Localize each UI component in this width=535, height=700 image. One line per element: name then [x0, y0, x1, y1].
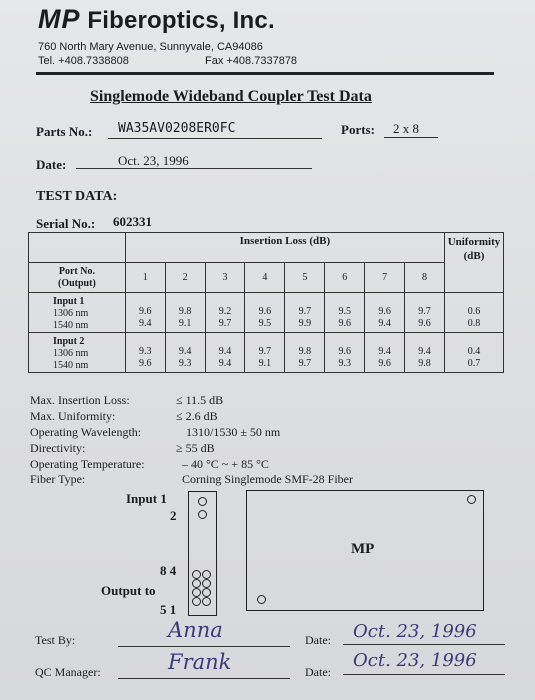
date-value: Oct. 23, 1996 [118, 153, 189, 168]
insertion-loss-header: Insertion Loss (dB) [125, 233, 444, 263]
port-header: 3 [205, 263, 245, 293]
wavelength-label: 1306 nm [53, 308, 89, 319]
port-hole [192, 570, 201, 579]
value-cell [405, 293, 445, 333]
coupler-housing [246, 490, 484, 611]
company-address: 760 North Mary Avenue, Sunnyvale, CA94086 [38, 41, 263, 53]
value-cell [165, 293, 205, 333]
input-1-label-cell [29, 293, 126, 333]
parts-no-value: WA35AV0208ER0FC [118, 121, 236, 136]
input-name: Input 2 [53, 336, 85, 347]
uniformity-unit: (dB) [463, 250, 485, 262]
qc-manager-signature: Frank [168, 650, 232, 674]
test-date-underline [343, 644, 505, 645]
diagram-output-bottom-label: 5 1 [160, 602, 177, 617]
spec-value: Corning Singlemode SMF-28 Fiber [182, 472, 354, 486]
uniformity-value: 0.8 [467, 318, 481, 329]
spec-label: Directivity: [30, 441, 86, 455]
value-cell [165, 333, 205, 373]
spec-value: ≥ 55 dB [176, 441, 215, 455]
test-data-label: TEST DATA: [36, 189, 118, 204]
uniformity-value: 0.6 [467, 306, 481, 317]
loss-value: 9.6 [338, 318, 351, 329]
loss-value: 9.1 [178, 318, 192, 329]
uniformity-value: 0.7 [467, 358, 481, 369]
input-name: Input 1 [53, 296, 85, 307]
output-label: (Output) [58, 277, 96, 289]
ports-label: Ports: [341, 122, 375, 137]
loss-value: 9.7 [418, 306, 431, 317]
loss-value: 9.4 [218, 346, 232, 357]
spec-label: Operating Wavelength: [30, 425, 142, 439]
company-phone: Tel. +408.7338808 [38, 55, 129, 67]
loss-value: 9.8 [418, 358, 431, 369]
loss-value: 9.4 [378, 318, 391, 329]
port-hole [202, 570, 211, 579]
loss-value: 9.4 [378, 346, 391, 357]
loss-value: 9.6 [139, 306, 152, 317]
qc-date-handwritten: Oct. 23, 1996 [353, 650, 477, 671]
loss-value: 9.8 [178, 306, 192, 317]
company-fax: Fax +408.7337878 [205, 55, 298, 67]
input-2-group [29, 333, 504, 373]
loss-value: 9.4 [139, 318, 152, 329]
company-name-text: Fiberoptics, Inc. [87, 7, 275, 34]
loss-value: 9.4 [218, 358, 232, 369]
port-hole [202, 588, 211, 597]
qc-date-label: Date: [305, 665, 331, 679]
serial-value: 602331 [113, 214, 152, 229]
port-hole [198, 497, 207, 506]
spec-label: Fiber Type: [30, 472, 86, 486]
test-by-signature: Anna [168, 618, 223, 642]
coupler-port-block [188, 491, 217, 616]
loss-value: 9.1 [258, 358, 272, 369]
company-logo-mark: MP [38, 4, 81, 34]
serial-label: Serial No.: [36, 216, 96, 231]
port-header: 1 [125, 263, 165, 293]
mounting-hole [467, 495, 476, 504]
port-header: 5 [285, 263, 325, 293]
loss-value: 9.6 [418, 318, 431, 329]
qc-date-underline [343, 674, 505, 675]
blank-corner [29, 233, 126, 263]
value-cell [125, 293, 165, 333]
port-hole [198, 510, 207, 519]
loss-value: 9.6 [139, 358, 152, 369]
value-cell [325, 293, 365, 333]
value-cell [365, 293, 405, 333]
uniformity-title: Uniformity [447, 236, 501, 248]
wavelength-label: 1540 nm [53, 320, 89, 331]
spec-label: Max. Insertion Loss: [30, 393, 130, 407]
document-title: Singlemode Wideband Coupler Test Data [90, 88, 372, 105]
input-1-group [29, 293, 504, 333]
mounting-hole [257, 595, 266, 604]
port-no-label: Port No. [58, 265, 95, 277]
loss-value: 9.3 [139, 346, 152, 357]
loss-value: 9.8 [298, 346, 312, 357]
test-by-label: Test By: [35, 633, 76, 647]
parts-no-underline [108, 138, 322, 139]
value-cell [245, 293, 285, 333]
port-header: 2 [165, 263, 205, 293]
loss-value: 9.2 [218, 306, 232, 317]
parts-no-label: Parts No.: [36, 124, 93, 139]
test-by-underline [118, 646, 290, 647]
spec-value: ≤ 11.5 dB [176, 393, 224, 407]
loss-value: 9.6 [258, 306, 272, 317]
diagram-output-top-label: 8 4 [160, 563, 177, 578]
diagram-input-label: Input 1 [126, 491, 167, 506]
spec-value: ≤ 2.6 dB [176, 409, 218, 423]
loss-value: 9.9 [298, 318, 312, 329]
uniformity-cell [444, 333, 503, 373]
port-header: 7 [365, 263, 405, 293]
test-date-handwritten: Oct. 23, 1996 [353, 621, 477, 642]
port-hole [192, 597, 201, 606]
loss-value: 9.3 [338, 358, 351, 369]
date-label: Date: [36, 157, 67, 172]
loss-value: 9.7 [218, 318, 232, 329]
loss-value: 9.3 [178, 358, 192, 369]
loss-value: 9.6 [338, 346, 351, 357]
diagram-output-label: Output to [101, 583, 156, 598]
wavelength-label: 1306 nm [53, 348, 89, 359]
port-header: 6 [325, 263, 365, 293]
value-cell [125, 333, 165, 373]
diagram-input-2-label: 2 [170, 508, 177, 523]
spec-label: Operating Temperature: [30, 457, 145, 471]
spec-value: – 40 °C ~ + 85 °C [182, 457, 269, 471]
port-header: 4 [245, 263, 285, 293]
header-rule [36, 72, 494, 75]
qc-underline [118, 678, 290, 679]
input-2-label-cell [29, 333, 126, 373]
ports-underline [384, 137, 438, 138]
uniformity-value: 0.4 [467, 346, 481, 357]
port-header-row [29, 263, 504, 293]
spec-value: 1310/1530 ± 50 nm [186, 425, 281, 439]
port-no-cell [29, 263, 126, 293]
uniformity-header [444, 233, 503, 293]
value-cell [205, 293, 245, 333]
loss-value: 9.4 [178, 346, 192, 357]
loss-value: 9.6 [378, 306, 391, 317]
value-cell [205, 333, 245, 373]
value-cell [325, 333, 365, 373]
company-name [38, 4, 275, 35]
port-hole [192, 579, 201, 588]
test-results-table [28, 232, 504, 373]
uniformity-cell [444, 293, 503, 333]
value-cell [245, 333, 285, 373]
date-underline [76, 168, 312, 169]
loss-value: 9.6 [378, 358, 391, 369]
wavelength-label: 1540 nm [53, 360, 89, 371]
loss-value: 9.7 [298, 306, 312, 317]
value-cell [285, 333, 325, 373]
qc-manager-label: QC Manager: [35, 665, 101, 679]
loss-value: 9.5 [258, 318, 272, 329]
value-cell [405, 333, 445, 373]
housing-label: MP [351, 541, 375, 557]
value-cell [365, 333, 405, 373]
ports-value: 2 x 8 [393, 121, 419, 136]
spec-label: Max. Uniformity: [30, 409, 116, 423]
loss-value: 9.7 [298, 358, 312, 369]
port-hole [192, 588, 201, 597]
loss-value: 9.5 [338, 306, 351, 317]
value-cell [285, 293, 325, 333]
port-hole [202, 597, 211, 606]
port-header: 8 [405, 263, 445, 293]
loss-value: 9.7 [258, 346, 272, 357]
port-hole [202, 579, 211, 588]
loss-value: 9.4 [418, 346, 431, 357]
test-date-label: Date: [305, 633, 331, 647]
